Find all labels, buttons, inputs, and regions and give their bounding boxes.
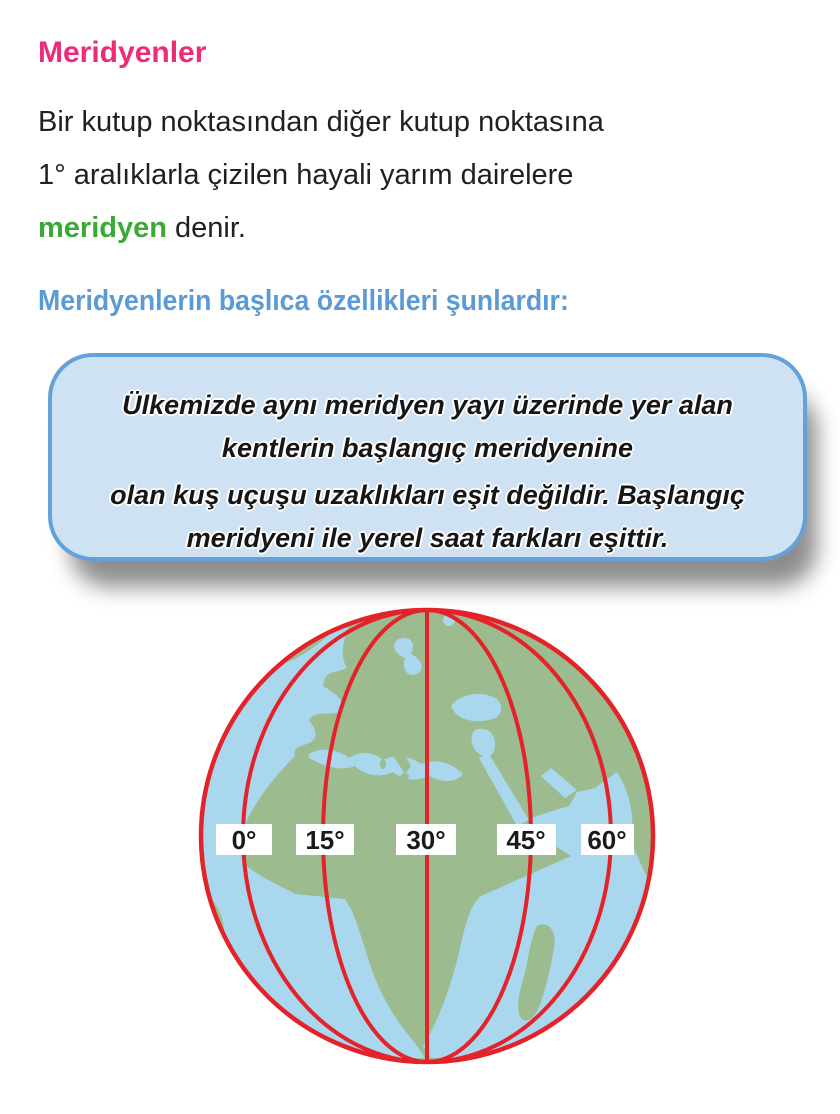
info-box-line-4: meridyeni ile yerel saat farkları eşittir.: [186, 523, 669, 553]
keyword-meridyen: meridyen: [38, 212, 167, 244]
info-box-line-3: olan kuş uçuşu uzaklıkları eşit değildir. Başlangıç: [110, 480, 745, 510]
globe-illustration: [197, 606, 657, 1066]
label-0: 0°: [231, 825, 257, 855]
label-15: 15°: [305, 825, 345, 855]
section-subheading: Meridyenlerin başlıca özellikleri şunlardır:: [38, 285, 569, 317]
info-box-line-2: kentlerin başlangıç meridyenine: [221, 433, 634, 463]
intro-line-3-rest: denir.: [166, 212, 246, 244]
intro-line-1: Bir kutup noktasından diğer kutup noktasına: [38, 106, 604, 138]
label-45: 45°: [506, 825, 546, 855]
info-box: [48, 353, 807, 561]
intro-paragraph: [38, 96, 778, 255]
label-30: 30°: [406, 825, 446, 855]
label-60: 60°: [587, 825, 627, 855]
intro-line-3: [38, 202, 778, 255]
page-title: Meridyenler: [38, 36, 207, 69]
info-box-line-1: Ülkemizde aynı meridyen yayı üzerinde yer alan: [122, 390, 733, 420]
intro-line-2: 1° aralıklarla çizilen hayali yarım dairelere: [38, 159, 574, 191]
